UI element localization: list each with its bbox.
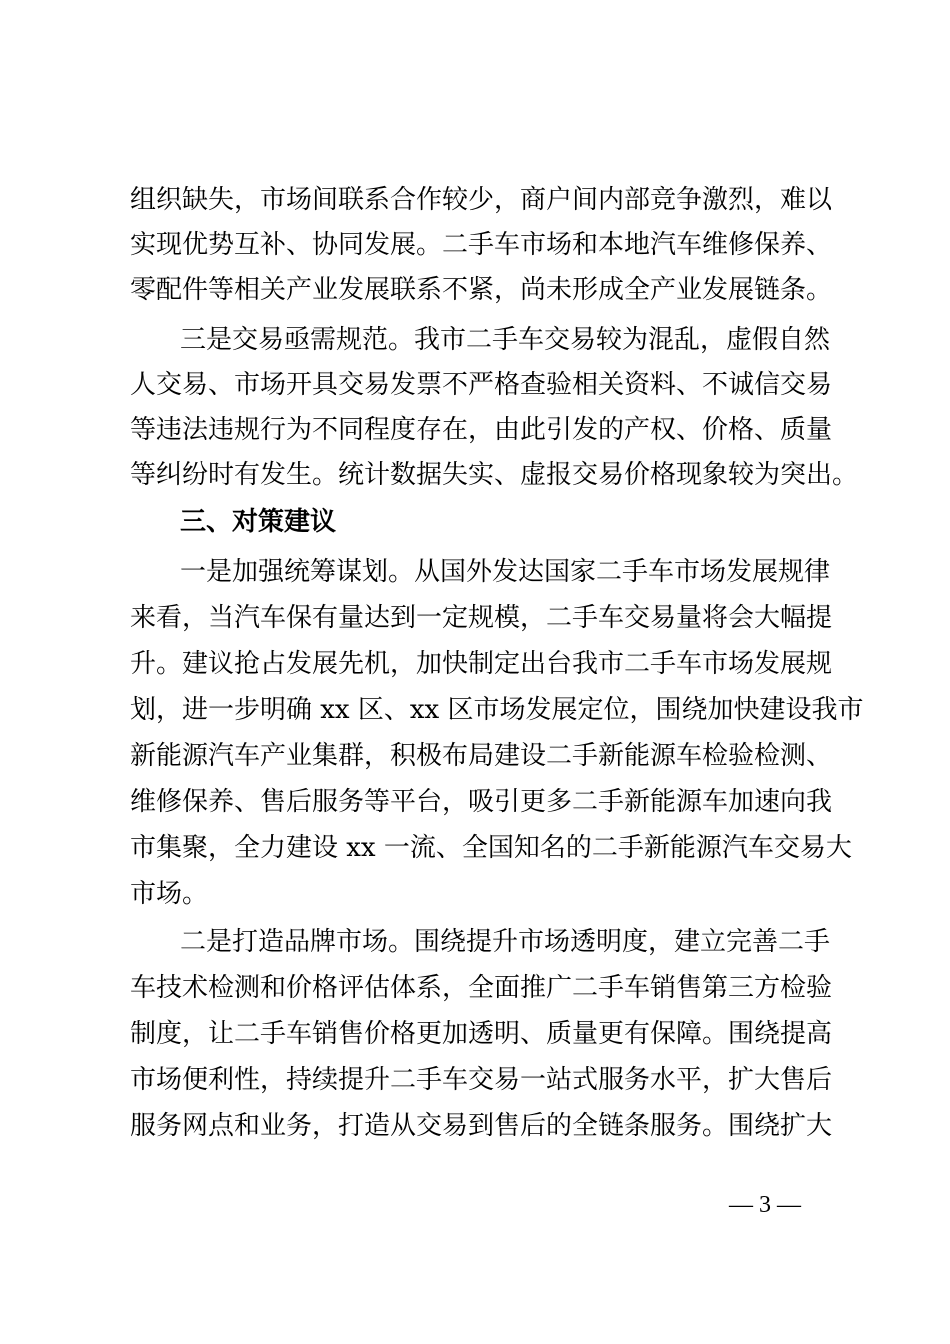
paragraph-line: 人交易、市场开具交易发票不严格查验相关资料、不诚信交易 xyxy=(130,370,833,400)
paragraph-line: 二是打造品牌市场。围绕提升市场透明度，建立完善二手 xyxy=(180,927,831,957)
paragraph-line: 等违法违规行为不同程度存在，由此引发的产权、价格、质量 xyxy=(130,415,833,445)
paragraph-line: 实现优势互补、协同发展。二手车市场和本地汽车维修保养、 xyxy=(130,230,833,260)
paragraph-line: 来看，当汽车保有量达到一定规模，二手车交易量将会大幅提 xyxy=(130,603,833,633)
paragraph-line: 划，进一步明确 xx 区、xx 区市场发展定位，围绕加快建设我市 xyxy=(130,695,864,725)
paragraph-line: 组织缺失，市场间联系合作较少，商户间内部竞争激烈，难以 xyxy=(130,185,833,215)
paragraph-line: 市场。 xyxy=(130,879,209,909)
paragraph-line: 市集聚，全力建设 xx 一流、全国知名的二手新能源汽车交易大 xyxy=(130,833,852,863)
paragraph-line: 车技术检测和价格评估体系，全面推广二手车销售第三方检验 xyxy=(130,973,833,1003)
paragraph-line: 等纠纷时有发生。统计数据失实、虚报交易价格现象较为突出。 xyxy=(130,460,859,490)
paragraph-line: 市场便利性，持续提升二手车交易一站式服务水平，扩大售后 xyxy=(130,1065,833,1095)
paragraph-line: 升。建议抢占发展先机，加快制定出台我市二手车市场发展规 xyxy=(130,649,833,679)
paragraph-line: 维修保养、售后服务等平台，吸引更多二手新能源车加速向我 xyxy=(130,787,833,817)
paragraph-line: 三是交易亟需规范。我市二手车交易较为混乱，虚假自然 xyxy=(180,325,831,355)
paragraph-line: 新能源汽车产业集群，积极布局建设二手新能源车检验检测、 xyxy=(130,741,833,771)
paragraph-line: 制度，让二手车销售价格更加透明、质量更有保障。围绕提高 xyxy=(130,1019,833,1049)
page-number: — 3 — xyxy=(729,1192,801,1218)
section-heading: 三、对策建议 xyxy=(180,507,337,537)
paragraph-line: 零配件等相关产业发展联系不紧，尚未形成全产业发展链条。 xyxy=(130,275,833,305)
paragraph-line: 一是加强统筹谋划。从国外发达国家二手车市场发展规律 xyxy=(180,557,831,587)
paragraph-line: 服务网点和业务，打造从交易到售后的全链条服务。围绕扩大 xyxy=(130,1111,833,1141)
